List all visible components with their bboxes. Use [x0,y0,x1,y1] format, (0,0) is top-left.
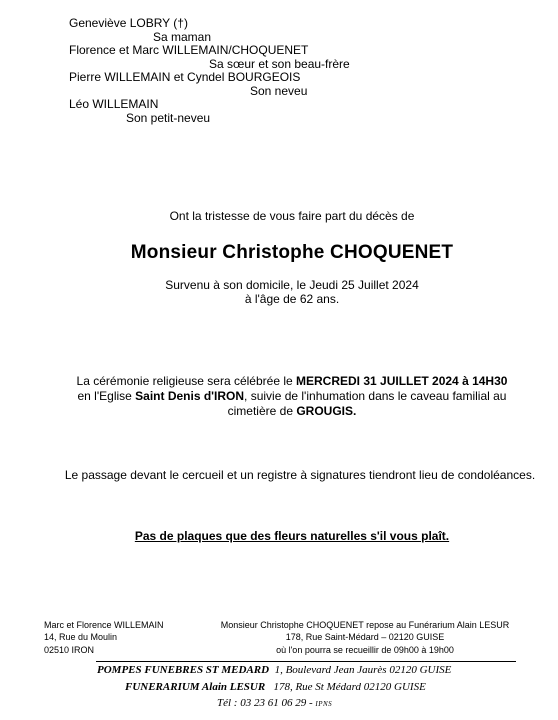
ceremony-text: La cérémonie religieuse sera célébrée le [76,374,297,388]
family-member-name: Florence et Marc WILLEMAIN/CHOQUENET [69,43,309,57]
funerarium-address: 178, Rue St Médard 02120 GUISE [273,681,426,693]
ceremony-line1 [0,374,558,388]
family-address-line3: 02510 IRON [44,645,95,655]
ceremony-text: , suivie de l'inhumation dans le caveau familial au [244,389,507,403]
announcement-text: Ont la tristesse de vous faire part du décès de [169,209,415,223]
ceremony-line2 [0,389,558,403]
ipns-mark: IPNS [315,700,333,708]
condolences-text: Le passage devant le cercueil et un registre à signatures tiendront lieu de condoléances. [64,468,536,482]
ceremony-cemetery: GROUGIS. [296,404,357,418]
funeral-home-address: 1, Boulevard Jean Jaurès 02120 GUISE [274,664,452,676]
repose-line1: Monsieur Christophe CHOQUENET repose au Funérarium Alain LESUR [220,620,510,630]
family-member-name: Léo WILLEMAIN [69,97,159,111]
repose-line3: où l'on pourra se recueillir de 09h00 à 19h00 [276,645,454,655]
ceremony-date: MERCREDI 31 JUILLET 2024 à 14H30 [296,374,508,388]
deceased-surname: CHOQUENET [330,242,454,263]
flowers-notice: Pas de plaques que des fleurs naturelles s'il vous plaît. [134,529,450,543]
family-member-relation: Son petit-neveu [126,111,211,125]
family-address-line2: 14, Rue du Moulin [44,632,118,642]
ceremony-text: cimetière de [227,404,297,418]
family-address-line1: Marc et Florence WILLEMAIN [44,620,164,630]
family-member-relation: Son neveu [250,84,308,98]
family-member-relation: Sa sœur et son beau-frère [209,57,350,71]
footer-divider [96,661,516,662]
deceased-name [0,242,558,264]
funeral-home-name: POMPES FUNEBRES ST MEDARD [97,664,270,676]
ceremony-line3 [0,404,558,418]
footer-line1 [97,664,451,677]
funerarium-name: FUNERARIUM Alain LESUR [125,681,266,693]
repose-line2: 178, Rue Saint-Médard – 02120 GUISE [285,632,445,642]
deceased-prefix: Monsieur Christophe [130,242,331,263]
ceremony-church: Saint Denis d'IRON [135,389,245,403]
death-info-line2: à l'âge de 62 ans. [244,292,340,306]
footer-line3 [217,697,332,711]
death-info-line1: Survenu à son domicile, le Jeudi 25 Juillet 2024 [165,278,419,292]
family-member-relation: Sa maman [153,30,212,44]
family-member-name: Geneviève LOBRY (†) [69,16,188,30]
footer-line2 [125,681,426,694]
ceremony-text: en l'Eglise [77,389,136,403]
family-member-name: Pierre WILLEMAIN et Cyndel BOURGEOIS [69,70,301,84]
phone-number: Tél : 03 23 61 06 29 - [217,697,316,709]
